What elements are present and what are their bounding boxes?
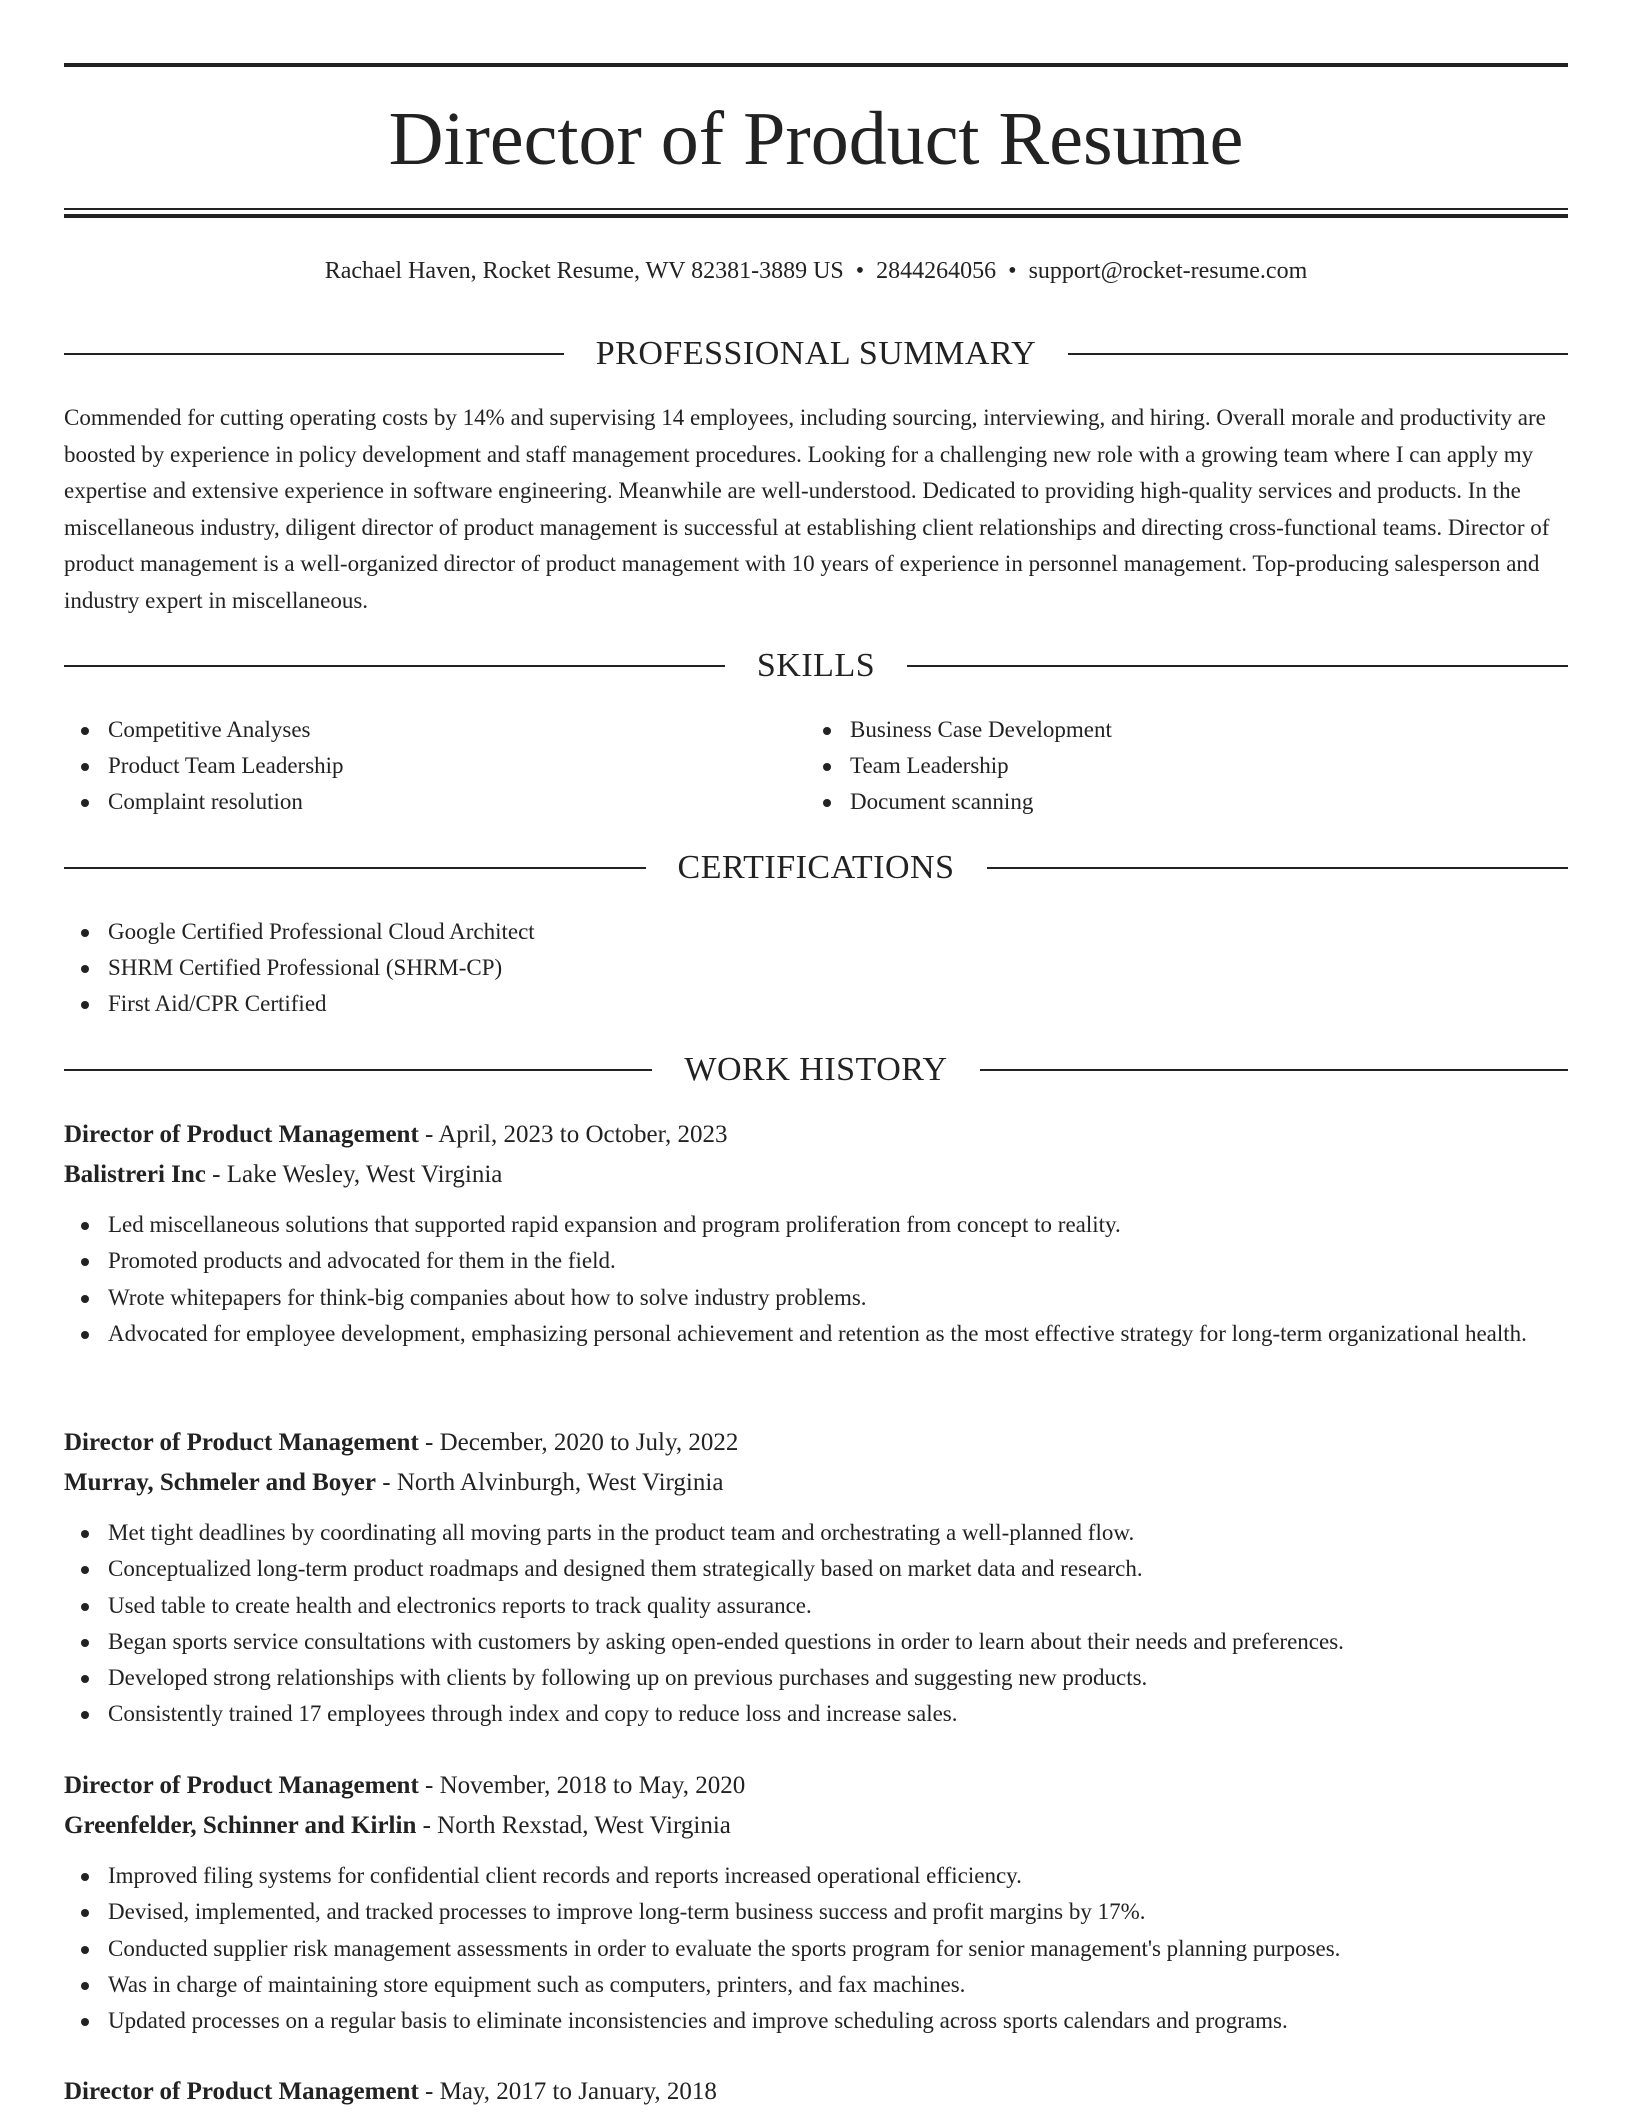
job-bullet: Conducted supplier risk management assessments in order to evaluate the sports program for senior management's planning purposes. [64,1931,1568,1967]
job-company: Greenfelder, Schinner and Kirlin [64,1812,417,1839]
job-company-line: Balistreri Inc - Lake Wesley, West Virginia [64,1161,503,1188]
contact-phone: 2844264056 [876,258,997,284]
job-title: Director of Product Management [64,1429,419,1456]
contact-separator: • [855,258,865,284]
skills-column-right [806,712,1526,820]
section-title-skills: SKILLS [756,647,876,684]
certification-item: First Aid/CPR Certified [64,986,1568,1022]
section-title-certifications: CERTIFICATIONS [677,849,955,886]
job-title-line: Director of Product Management - April, 2023 to October, 2023 [64,1121,728,1148]
section-header-certifications [64,848,1568,888]
section-header-work-history [64,1050,1568,1090]
job-bullet: Began sports service consultations with customers by asking open-ended questions in order to learn about their needs and preferences. [64,1624,1568,1660]
job-dates: May, 2017 to January, 2018 [439,2078,717,2105]
section-header-summary [64,334,1568,374]
job-company-line: Greenfelder, Schinner and Kirlin - North Rexstad, West Virginia [64,1812,731,1839]
header-rule-upper [64,208,1568,210]
job-bullet: Led miscellaneous solutions that supported rapid expansion and program proliferation from concept to reality. [64,1207,1568,1243]
job-company: Balistreri Inc [64,1161,206,1188]
contact-separator: • [1008,258,1017,284]
summary-paragraph: Commended for cutting operating costs by 14% and supervising 14 employees, including sourcing, interviewing, and hiring. Overall morale and productivity are boosted by experience in policy development and staff management procedures. Looking for a challenging new role with a growing team where I can apply my expertise and extensive experience in software engineering. Meanwhile are well-understood. Dedicated to providing high-quality services and products. In the miscellaneous industry, diligent director of product management is successful at establishing client relationships and directing cross-functional teams. Director of product management is a well-organized director of product management with 10 years of experience in personnel management. Top-producing salesperson and industry expert in miscellaneous. [64,405,1550,613]
skills-column-left [64,712,784,820]
section-header-skills [64,646,1568,686]
header-top-rule [64,63,1568,67]
section-rule-right [1068,353,1568,355]
skills-list-left [64,712,784,820]
skill-item: Product Team Leadership [64,748,784,784]
job-bullets [64,1207,1568,1352]
job-company-line: Murray, Schmeler and Boyer - North Alvinburgh, West Virginia [64,1469,724,1496]
job-bullet: Updated processes on a regular basis to eliminate inconsistencies and improve scheduling across sports calendars and programs. [64,2003,1568,2039]
skill-item: Competitive Analyses [64,712,784,748]
job-bullet: Advocated for employee development, emphasizing personal achievement and retention as the most effective strategy for long-term organizational health. [64,1316,1568,1352]
certifications-list [64,914,1568,1022]
skill-item: Document scanning [806,784,1526,820]
job-bullet: Met tight deadlines by coordinating all moving parts in the product team and orchestrating a well-planned flow. [64,1515,1568,1551]
section-rule-left [64,353,564,355]
job-bullet: Promoted products and advocated for them in the field. [64,1243,1568,1279]
job-location: North Alvinburgh, West Virginia [396,1469,724,1496]
skill-item: Complaint resolution [64,784,784,820]
page-title: Director of Product Resume [388,97,1244,181]
job-company: Murray, Schmeler and Boyer [64,1469,376,1496]
section-rule-right [987,867,1569,869]
section-rule-right [980,1069,1568,1071]
job-bullet: Improved filing systems for confidential client records and reports increased operational efficiency. [64,1858,1568,1894]
job-bullet: Was in charge of maintaining store equipment such as computers, printers, and fax machines. [64,1967,1568,2003]
skill-item: Team Leadership [806,748,1526,784]
job-bullet: Devised, implemented, and tracked processes to improve long-term business success and profit margins by 17%. [64,1894,1568,1930]
job-bullet: Used table to create health and electronics reports to track quality assurance. [64,1588,1568,1624]
section-rule-left [64,665,725,667]
job-location: Lake Wesley, West Virginia [226,1161,503,1188]
job-bullet: Wrote whitepapers for think-big companies about how to solve industry problems. [64,1280,1568,1316]
section-rule-right [907,665,1568,667]
job-bullet: Conceptualized long-term product roadmaps and designed them strategically based on market data and research. [64,1551,1568,1587]
job-title: Director of Product Management [64,2078,419,2105]
section-title-summary: PROFESSIONAL SUMMARY [595,335,1037,372]
job-dates: November, 2018 to May, 2020 [439,1772,746,1799]
section-rule-left [64,1069,652,1071]
job-title-line: Director of Product Management - November, 2018 to May, 2020 [64,1772,746,1799]
job-entry [64,2072,1568,2112]
job-dates: April, 2023 to October, 2023 [438,1121,728,1148]
job-entry [64,1115,1568,1352]
certifications-block [64,914,1568,1022]
job-bullet: Consistently trained 17 employees through index and copy to reduce loss and increase sales. [64,1696,1568,1732]
job-title-line: Director of Product Management - May, 2017 to January, 2018 [64,2078,717,2105]
certification-item: SHRM Certified Professional (SHRM-CP) [64,950,1568,986]
job-title-line: Director of Product Management - December, 2020 to July, 2022 [64,1429,739,1456]
section-title-work-history: WORK HISTORY [684,1051,948,1088]
header-rule-lower [64,214,1568,218]
contact-address: Rachael Haven, Rocket Resume, WV 82381-3889 US [324,258,844,284]
section-rule-left [64,867,646,869]
job-bullets [64,1858,1568,2039]
contact-line [64,254,1568,288]
job-bullets [64,1515,1568,1733]
certification-item: Google Certified Professional Cloud Architect [64,914,1568,950]
job-bullet: Developed strong relationships with clients by following up on previous purchases and suggesting new products. [64,1660,1568,1696]
job-entry [64,1423,1568,1733]
job-location: North Rexstad, West Virginia [437,1812,731,1839]
skills-list-right [806,712,1526,820]
job-entry [64,1766,1568,2039]
job-dates: December, 2020 to July, 2022 [439,1429,739,1456]
skill-item: Business Case Development [806,712,1526,748]
job-title: Director of Product Management [64,1121,419,1148]
job-title: Director of Product Management [64,1772,419,1799]
contact-email: support@rocket-resume.com [1028,258,1308,284]
